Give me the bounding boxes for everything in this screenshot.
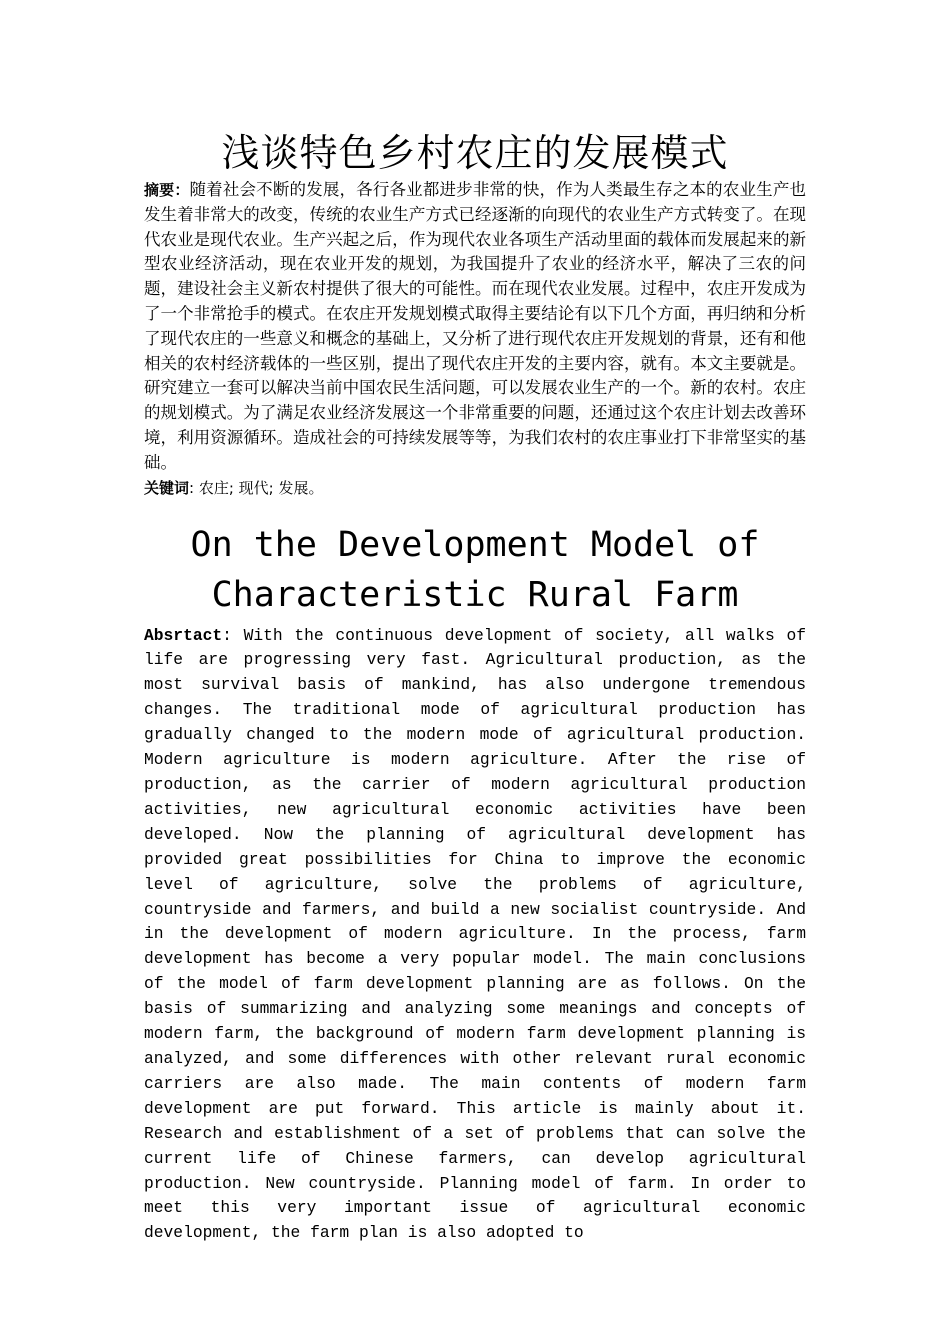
- chinese-abstract-label: 摘要：: [144, 181, 190, 199]
- english-title: [144, 520, 806, 620]
- english-title-line-2: Characteristic Rural Farm: [211, 574, 739, 615]
- chinese-keywords-label: 关键词: [144, 478, 190, 497]
- chinese-keywords-text: : 农庄; 现代; 发展。: [189, 478, 324, 497]
- english-abstract-text: : With the continuous development of society, all walks of life are progressing very fast. Agricultural production, as the most survival basis of mankind, has also undergone tremendous changes. The traditional mode of agricultural production has gradually changed to the modern mode of agricultural production. Modern agriculture is modern agriculture. After the rise of production, as the carrier of modern agricultural production activities, new agricultural economic activities have been developed. Now the planning of agricultural development has provided great possibilities for China to improve the economic level of agriculture, solve the problems of agriculture, countryside and farmers, and build a new socialist countryside. And in the development of modern agriculture. In the process, farm development has become a very popular model. The main conclusions of the model of farm development planning are as follows. On the basis of summarizing and analyzing some meanings and concepts of modern farm, the background of modern farm development planning is analyzed, and some differences with other relevant rural economic carriers are also made. The main contents of modern farm development are put forward. This article is mainly about it. Research and establishment of a set of problems that can solve the current life of Chinese farmers, can develop agricultural production. New countryside. Planning model of farm. In order to meet this very important issue of agricultural economic development, the farm plan is also adopted to: [144, 625, 806, 1243]
- chinese-keywords: [144, 476, 806, 500]
- chinese-title: 浅谈特色乡村农庄的发展模式: [221, 131, 729, 175]
- chinese-abstract-text: 随着社会不断的发展，各行各业都进步非常的快，作为人类最生存之本的农业生产也发生着非常大的改变，传统的农业生产方式已经逐渐的向现代的农业生产方式转变了。在现代农业是现代农业。生产兴起之后，作为现代农业各项生产活动里面的载体而发展起来的新型农业经济活动，现在农业开发的规划，为我国提升了农业的经济水平，解决了三农的问题，建设社会主义新农村提供了很大的可能性。而在现代农业发展。过程中，农庄开发成为了一个非常抢手的模式。在农庄开发规划模式取得主要结论有以下几个方面，再归纳和分析了现代农庄的一些意义和概念的基础上，又分析了进行现代农庄开发规划的背景，还有和他相关的农村经济载体的一些区别，提出了现代农庄开发的主要内容，就有。本文主要就是。研究建立一套可以解决当前中国农民生活问题，可以发展农业生产的一个。新的农村。农庄的规划模式。为了满足农业经济发展这一个非常重要的问题，还通过这个农庄计划去改善环境，利用资源循环。造成社会的可持续发展等等，为我们农村的农庄事业打下非常坚实的基础。: [144, 180, 806, 472]
- paper-page: [144, 128, 806, 1246]
- english-abstract: [144, 624, 806, 1247]
- chinese-abstract: [144, 178, 806, 476]
- english-title-line-1: On the Development Model of: [190, 524, 760, 565]
- english-abstract-label: Absrtact: [144, 625, 223, 645]
